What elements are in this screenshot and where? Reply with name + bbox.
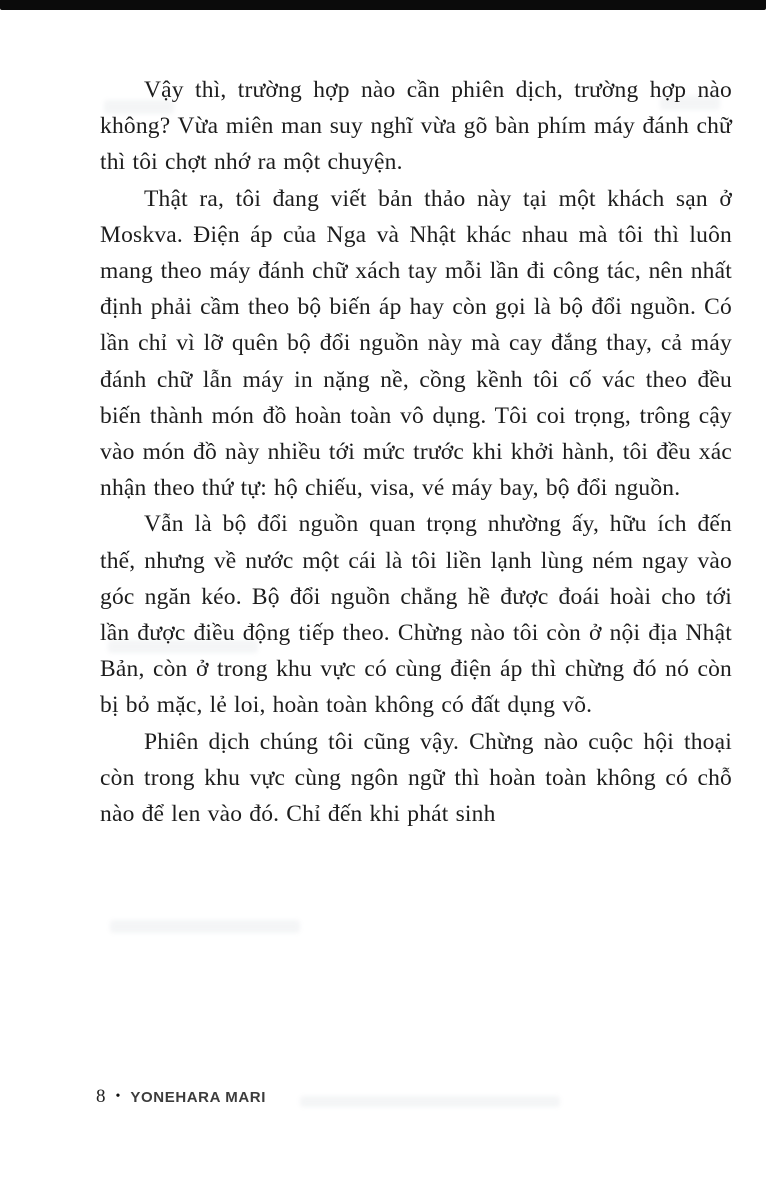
running-footer-author: YONEHARA MARI [130, 1088, 266, 1106]
scan-top-edge [0, 0, 766, 10]
paragraph-2: Thật ra, tôi đang viết bản thảo này tại một khách sạn ở Moskva. Điện áp của Nga và Nhật khác nhau mà tôi thì luôn mang theo máy đánh chữ xách tay mỗi lần đi công tác, nên nhất định phải cầm theo bộ biến áp hay còn gọi là bộ đổi nguồn. Có lần chỉ vì lỡ quên bộ đổi nguồn này mà cay đắng thay, cả máy đánh chữ lẫn máy in nặng nề, cồng kềnh tôi cố vác theo đều biến thành món đồ hoàn toàn vô dụng. Tôi coi trọng, trông cậy vào món đồ này nhiều tới mức trước khi khởi hành, tôi đều xác nhận theo thứ tự: hộ chiếu, visa, vé máy bay, bộ đổi nguồn. [100, 185, 732, 502]
bleed-through-mark [300, 1096, 560, 1107]
page-footer [96, 1086, 266, 1108]
page-content [100, 72, 732, 832]
paragraph-1: Vậy thì, trường hợp nào cần phiên dịch, trường hợp nào không? Vừa miên man suy nghĩ vừa gõ bàn phím máy đánh chữ thì tôi chợt nhớ ra một chuyện. [100, 77, 732, 176]
bleed-through-mark [110, 920, 300, 933]
paragraph-4: Phiên dịch chúng tôi cũng vậy. Chừng nào cuộc hội thoại còn trong khu vực cùng ngôn ngữ thì hoàn toàn không có chỗ nào để len vào đó. Chỉ đến khi phát sinh [100, 728, 732, 828]
page-number: 8 [96, 1086, 106, 1107]
paragraph-3: Vẫn là bộ đổi nguồn quan trọng nhường ấy, hữu ích đến thế, nhưng về nước một cái là tôi liền lạnh lùng ném ngay vào góc ngăn kéo. Bộ đổi nguồn chẳng hề được đoái hoài cho tới lần được điều động tiếp theo. Chừng nào tôi còn ở nội địa Nhật Bản, còn ở trong khu vực có cùng điện áp thì chừng đó nó còn bị bỏ mặc, lẻ loi, hoàn toàn không có đất dụng võ. [100, 511, 732, 719]
footer-bullet-icon: • [115, 1089, 121, 1104]
